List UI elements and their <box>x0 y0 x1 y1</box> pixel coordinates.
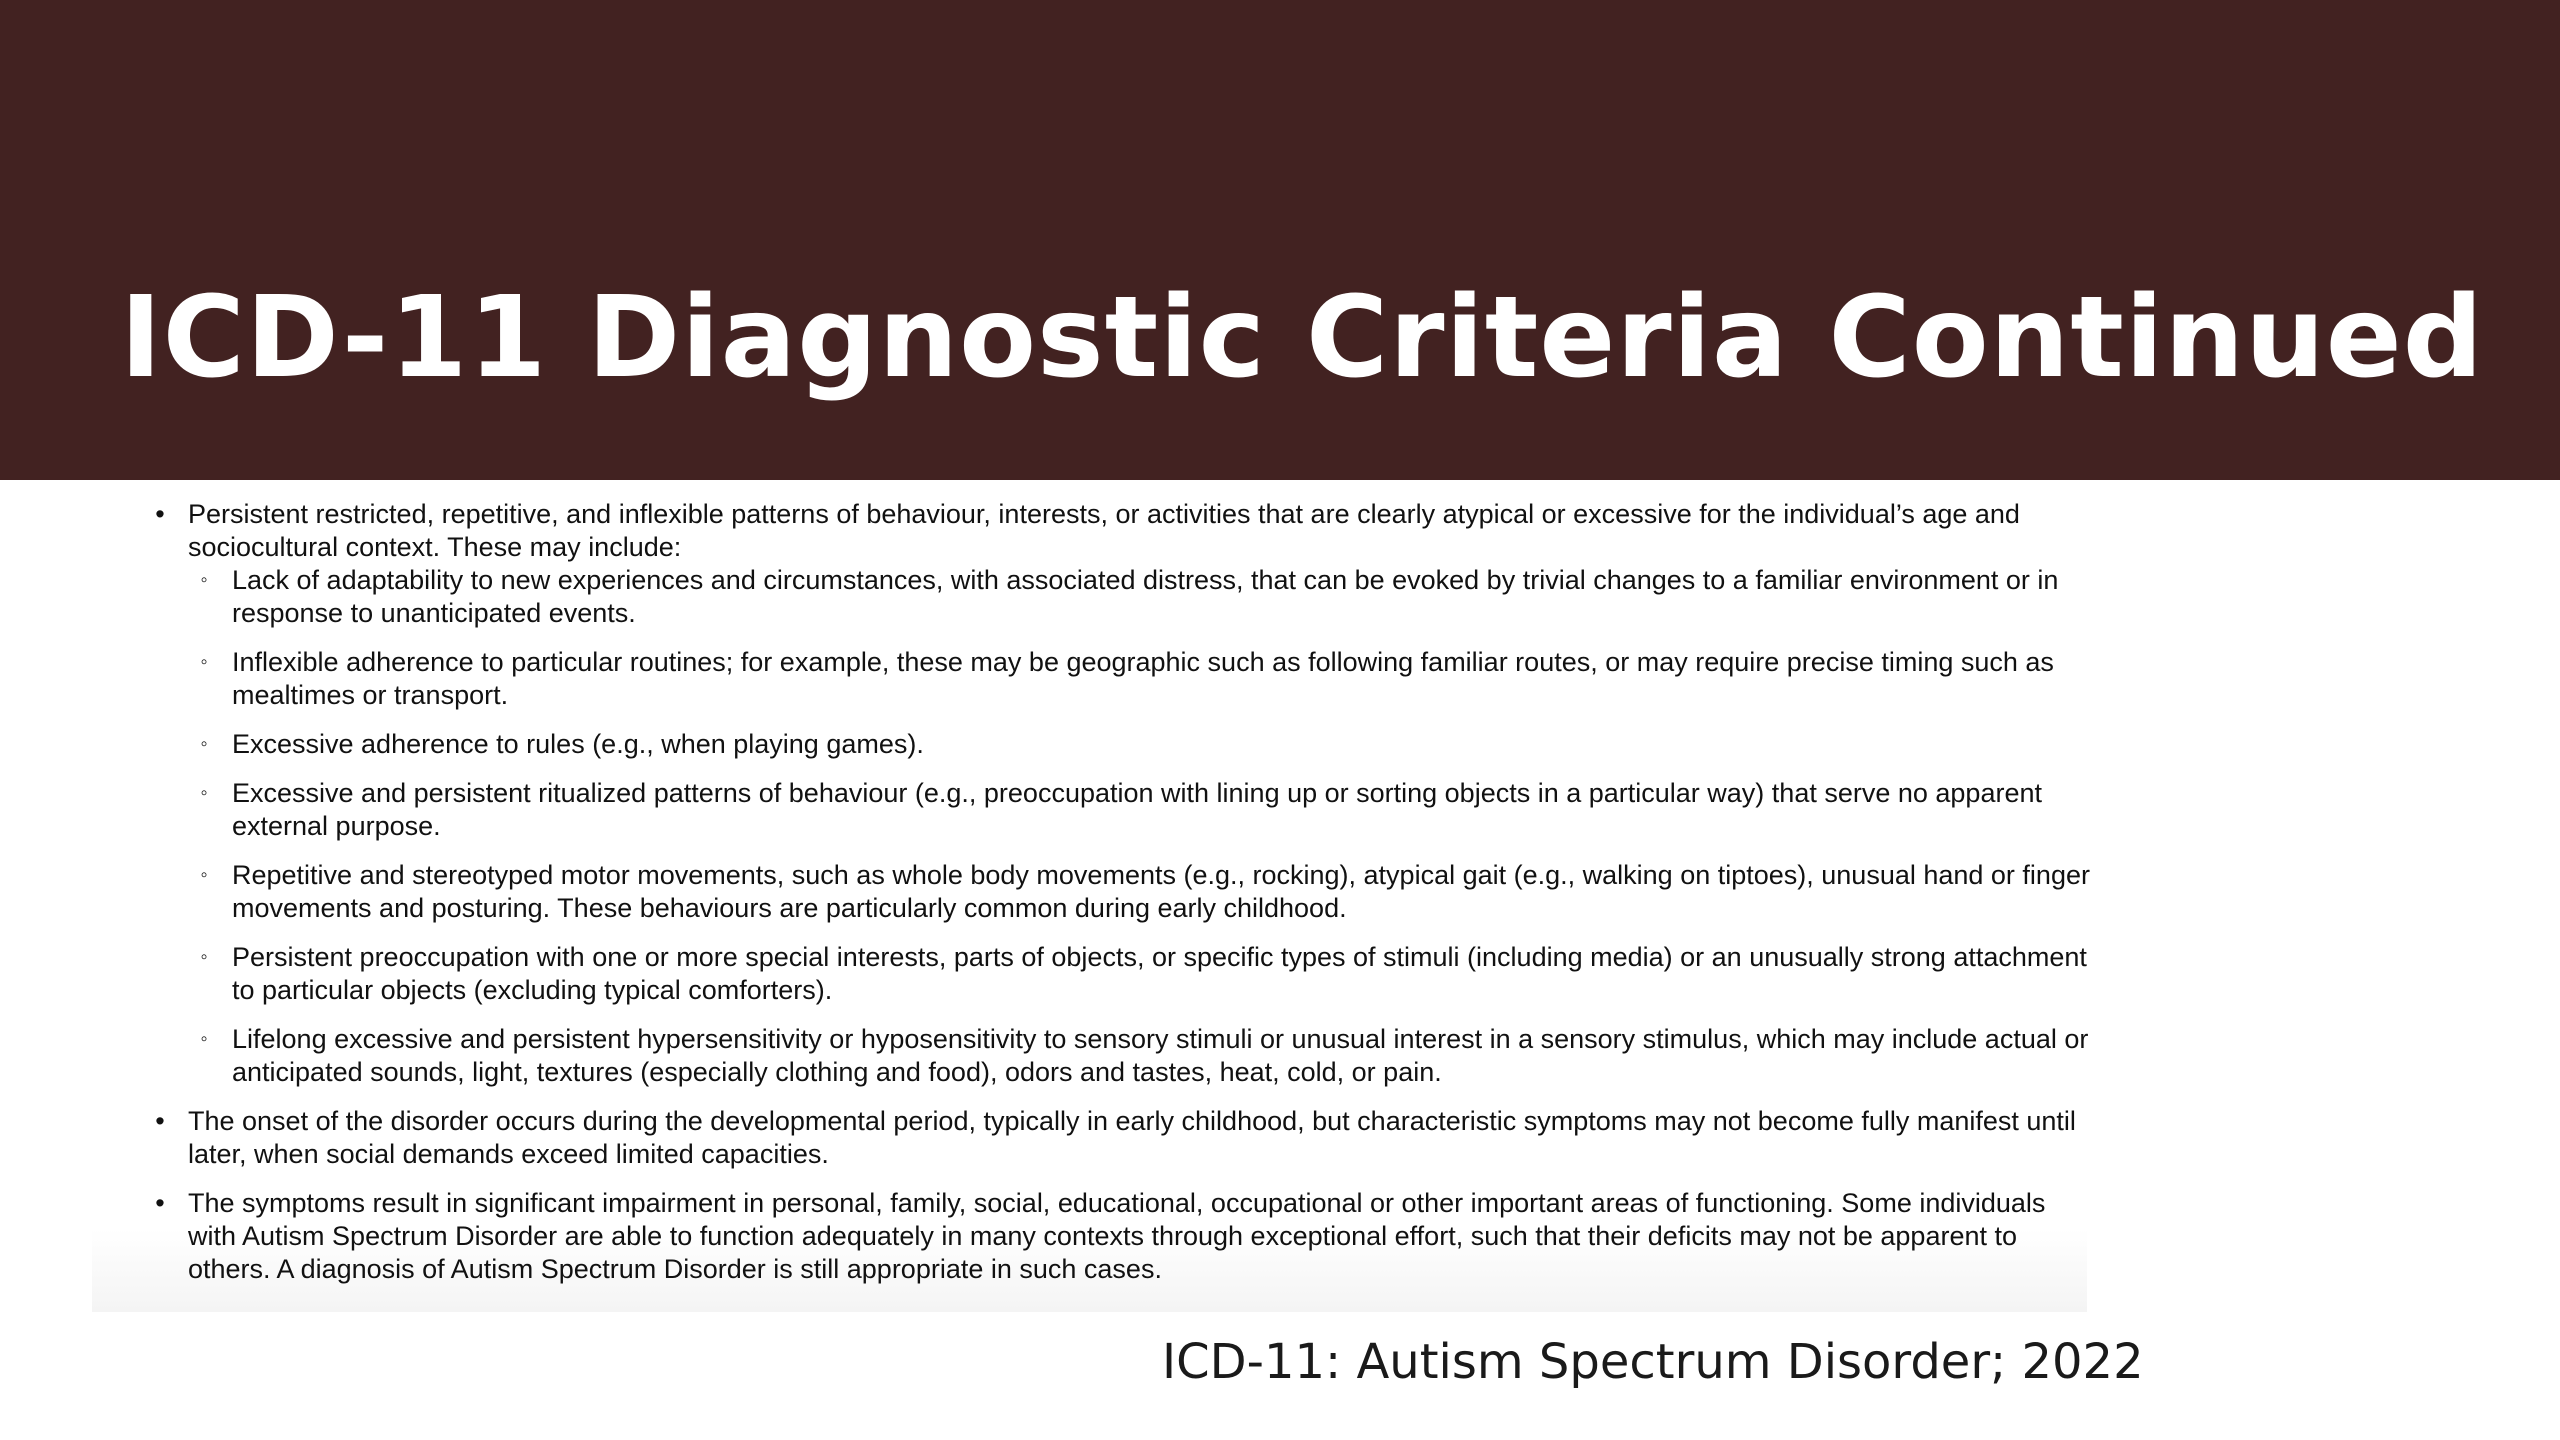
criteria-list <box>150 498 2090 1286</box>
sub-bullet-icon: ◦ <box>200 946 208 968</box>
sub-criteria-item <box>150 1023 2090 1089</box>
criteria-item-text: The symptoms result in significant impairment in personal, family, social, educational, occupational or other important areas of functioning. Some individuals with Autism Spectrum Disorder are able to function adequately in many contexts through exceptional effort, such that their deficits may not be apparent to others. A diagnosis of Autism Spectrum Disorder is still appropriate in such cases. <box>188 1188 2046 1284</box>
sub-bullet-icon: ◦ <box>200 733 208 755</box>
sub-criteria-item <box>150 859 2090 925</box>
criteria-item-text: The onset of the disorder occurs during the developmental period, typically in early childhood, but characteristic symptoms may not become fully manifest until later, when social demands exceed limited capacities. <box>188 1106 2076 1169</box>
slide-title: ICD-11 Diagnostic Criteria Continued <box>120 273 2484 403</box>
sub-criteria-text: Inflexible adherence to particular routines; for example, these may be geographic such as following familiar routes, or may require precise timing such as mealtimes or transport. <box>232 647 2054 710</box>
sub-bullet-icon: ◦ <box>200 864 208 886</box>
sub-bullet-icon: ◦ <box>200 569 208 591</box>
sub-criteria-text: Lack of adaptability to new experiences and circumstances, with associated distress, that can be evoked by trivial changes to a familiar environment or in response to unanticipated events. <box>232 565 2059 628</box>
title-bar <box>0 0 2560 480</box>
criteria-list-container <box>150 498 2090 1302</box>
sub-criteria-text: Excessive and persistent ritualized patterns of behaviour (e.g., preoccupation with lining up or sorting objects in a particular way) that serve no apparent external purpose. <box>232 778 2042 841</box>
sub-bullet-icon: ◦ <box>200 651 208 673</box>
sub-bullet-icon: ◦ <box>200 1028 208 1050</box>
bullet-icon: • <box>155 1188 165 1218</box>
sub-criteria-item <box>150 728 2090 761</box>
criteria-item <box>150 498 2090 1089</box>
sub-criteria-list <box>188 564 2090 1089</box>
sub-criteria-item <box>150 941 2090 1007</box>
bullet-icon: • <box>155 499 165 529</box>
sub-criteria-text: Persistent preoccupation with one or more special interests, parts of objects, or specific types of stimuli (including media) or an unusually strong attachment to particular objects (excluding typical comforters). <box>232 942 2087 1005</box>
citation: ICD-11: Autism Spectrum Disorder; 2022 <box>1162 1334 2144 1390</box>
sub-criteria-text: Lifelong excessive and persistent hypersensitivity or hyposensitivity to sensory stimuli or unusual interest in a sensory stimulus, which may include actual or anticipated sounds, light, textures (especially clothing and food), odors and tastes, heat, cold, or pain. <box>232 1024 2089 1087</box>
criteria-item-text: Persistent restricted, repetitive, and inflexible patterns of behaviour, interests, or activities that are clearly atypical or excessive for the individual’s age and sociocultural context. These may include: <box>188 499 2020 562</box>
sub-bullet-icon: ◦ <box>200 782 208 804</box>
sub-criteria-text: Excessive adherence to rules (e.g., when playing games). <box>232 729 924 759</box>
sub-criteria-text: Repetitive and stereotyped motor movements, such as whole body movements (e.g., rocking), atypical gait (e.g., walking on tiptoes), unusual hand or finger movements and posturing. These behaviours are particularly common during early childhood. <box>232 860 2090 923</box>
sub-criteria-item <box>150 564 2090 630</box>
sub-criteria-item <box>150 777 2090 843</box>
criteria-item <box>150 1187 2090 1286</box>
criteria-item <box>150 1105 2090 1171</box>
sub-criteria-item <box>150 646 2090 712</box>
criteria-excerpt <box>92 480 2090 1312</box>
bullet-icon: • <box>155 1106 165 1136</box>
